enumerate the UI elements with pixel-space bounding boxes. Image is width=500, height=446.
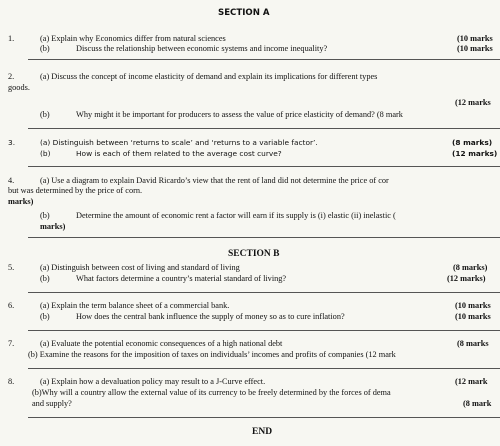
q5a-marks: (8 marks) xyxy=(453,263,488,272)
divider-6 xyxy=(28,330,500,331)
section-a-heading: SECTION A xyxy=(218,8,270,18)
divider-1 xyxy=(28,59,500,60)
q3b-label: (b) xyxy=(40,149,51,158)
q1a-text: (a) Explain why Economics differ from natural sciences xyxy=(40,34,226,43)
divider-8 xyxy=(28,417,500,418)
section-b-heading: SECTION B xyxy=(228,249,280,259)
q7a-text: (a) Evaluate the potential economic consequences of a high national debt xyxy=(40,339,283,348)
q7b-text: (b) Examine the reasons for the imposition of taxes on individuals’ incomes and profits of companies (12 mark xyxy=(28,350,396,359)
q1a-marks: (10 marks xyxy=(457,34,493,43)
q4b-text-line1: Determine the amount of economic rent a factor will earn if its supply is (i) elastic (ii) inelastic ( xyxy=(76,211,396,220)
divider-7 xyxy=(28,368,500,369)
q8a-text: (a) Explain how a devaluation policy may result to a J-Curve effect. xyxy=(40,377,266,386)
q5b-label: (b) xyxy=(40,274,50,283)
q6-number: 6. xyxy=(8,301,15,310)
q3b-text: How is each of them related to the average cost curve? xyxy=(76,149,282,158)
q8a-marks: (12 mark xyxy=(455,377,488,386)
end-marker: END xyxy=(252,427,273,437)
q4-number: 4. xyxy=(8,176,15,185)
q3b-marks: (12 marks) xyxy=(452,149,498,158)
divider-4 xyxy=(28,237,500,238)
q8b-text-line1: (b)Why will a country allow the external value of its currency to be freely determined by the forces of dema xyxy=(32,388,391,397)
q2a-text-line2: goods. xyxy=(8,83,30,92)
q4a-text-line2: but was determined by the price of corn. xyxy=(8,186,143,195)
q2b-text: Why might it be important for producers to assess the value of price elasticity of demand? (8 mark xyxy=(76,110,403,119)
q8b-text-line2: and supply? xyxy=(32,399,72,408)
q1b-label: (b) xyxy=(40,44,50,53)
q5-number: 5. xyxy=(8,263,15,272)
q7-number: 7. xyxy=(8,339,15,348)
q6b-label: (b) xyxy=(40,312,50,321)
q4b-text-line2: marks) xyxy=(40,222,66,231)
q3-number: 3. xyxy=(8,138,16,147)
q6a-text: (a) Explain the term balance sheet of a commercial bank. xyxy=(40,301,230,310)
q4a-text-line1: (a) Use a diagram to explain David Ricardo’s view that the rent of land did not determine the price of cor xyxy=(40,176,389,185)
q8-number: 8. xyxy=(8,377,15,386)
q5b-marks: (12 marks) xyxy=(447,274,486,283)
divider-3 xyxy=(28,166,500,167)
q7a-marks: (8 marks xyxy=(457,339,489,348)
q5b-text: What factors determine a country’s material standard of living? xyxy=(76,274,287,283)
q2-number: 2. xyxy=(8,72,15,81)
q2a-text-line1: (a) Discuss the concept of income elasticity of demand and explain its implications for different types xyxy=(40,72,378,81)
q6b-marks: (10 marks xyxy=(455,312,491,321)
q2b-label: (b) xyxy=(40,110,50,119)
q2a-marks: (12 marks xyxy=(455,98,491,107)
q1-number: 1. xyxy=(8,34,15,43)
q6b-text: How does the central bank influence the supply of money so as to cure inflation? xyxy=(76,312,345,321)
divider-5 xyxy=(28,292,500,293)
q4b-label: (b) xyxy=(40,211,50,220)
q4a-marks: marks) xyxy=(8,197,34,206)
q5a-text: (a) Distinguish between cost of living and standard of living xyxy=(40,263,240,272)
q3a-marks: (8 marks) xyxy=(452,138,493,147)
q1b-marks: (10 marks xyxy=(457,44,493,53)
q3a-text: (a) Distinguish between ‘returns to scale’ and ‘returns to a variable factor’. xyxy=(40,138,318,147)
q8b-marks: (8 mark xyxy=(463,399,492,408)
q6a-marks: (10 marks xyxy=(455,301,491,310)
q1b-text: Discuss the relationship between economic systems and income inequality? xyxy=(76,44,328,53)
divider-2 xyxy=(28,128,500,129)
